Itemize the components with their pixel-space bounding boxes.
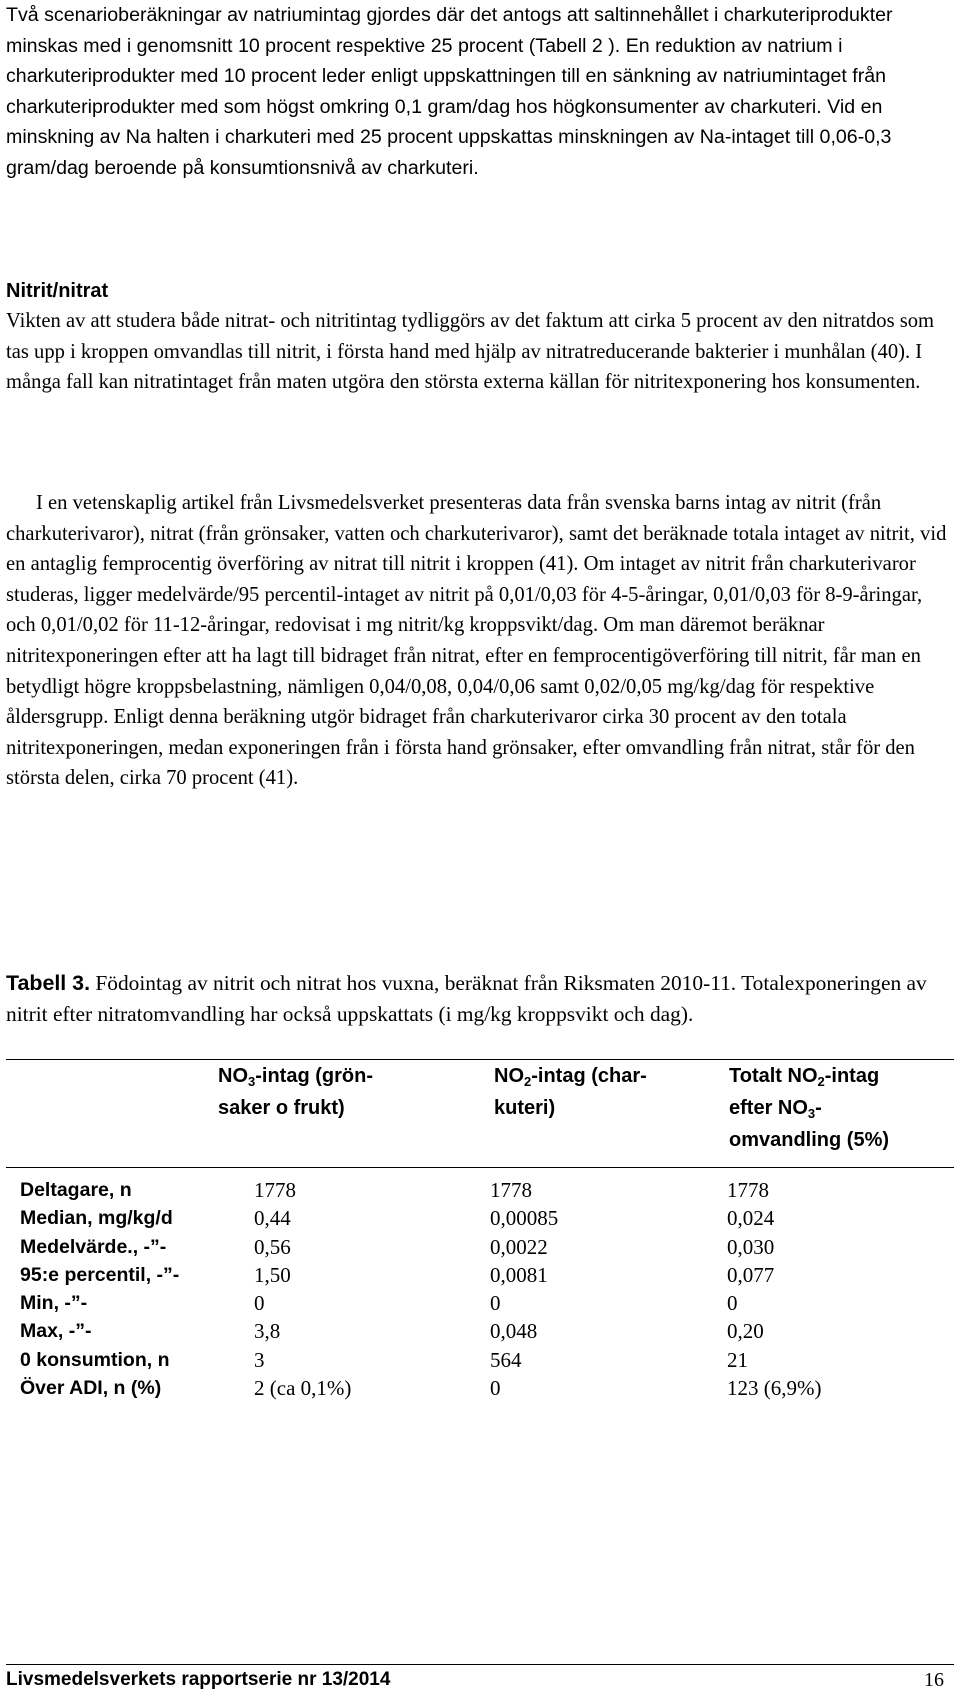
- table-row: [6, 1204, 954, 1232]
- cell-total: 0,20: [727, 1319, 764, 1344]
- table-body: [6, 1176, 954, 1402]
- row-label: Max, -”-: [20, 1320, 92, 1343]
- table-header-no3: $NO_3$-intag (grön- saker o frukt): [218, 1065, 373, 1119]
- cell-no2: 0,0022: [490, 1234, 548, 1259]
- cell-no2: 0,0081: [490, 1262, 548, 1287]
- table-header-no2: $NO_2$-intag (char- kuteri): [494, 1065, 647, 1119]
- cell-no2: 0,00085: [490, 1206, 559, 1231]
- row-label: Över ADI, n (%): [20, 1377, 162, 1400]
- cell-total: 0: [727, 1291, 738, 1316]
- table-row: [6, 1176, 954, 1204]
- paragraph-sodium-scenarios: [6, 0, 950, 184]
- table-row: [6, 1233, 954, 1261]
- cell-no3: 0,56: [254, 1234, 291, 1259]
- row-label: Deltagare, n: [20, 1179, 132, 1201]
- footer-rule: [6, 1664, 954, 1665]
- table-row: [6, 1289, 954, 1317]
- row-label: Medelvärde., -”-: [20, 1235, 167, 1258]
- cell-total: 0,030: [727, 1234, 775, 1259]
- table-caption: [6, 968, 950, 1030]
- table-caption-text: Födointag av nitrit och nitrat hos vuxna, beräknat från Riksmaten 2010-11. Totalexponeringen av nitrit efter nitratomvandling har också uppskattats (i mg/kg kroppsvikt och dag).: [6, 971, 927, 1026]
- page-number: 16: [924, 1669, 944, 1691]
- table-caption-label: Tabell 3.: [6, 971, 91, 995]
- paragraph-sodium-intro: Två scenarioberäkningar av natriumintag gjordes där det antogs att saltinnehållet i charkuteriprodukter minskas med i genomsnitt 10 procent respektive 25 procent (Tabell 2 ).: [6, 4, 893, 57]
- row-label: 0 konsumtion, n: [20, 1348, 170, 1371]
- table-row: [6, 1374, 954, 1402]
- cell-no3: 1,50: [254, 1262, 291, 1287]
- cell-no3: 1778: [254, 1178, 296, 1202]
- table-row: [6, 1317, 954, 1345]
- row-label: Min, -”-: [20, 1292, 88, 1315]
- table-row: [6, 1261, 954, 1289]
- cell-total: 123 (6,9%): [727, 1376, 822, 1401]
- table-row: [6, 1346, 954, 1374]
- table-header-total: Totalt $NO_2$-intag efter $NO_3-$ omvandling (5%): [729, 1065, 890, 1151]
- cell-no2: 0,048: [490, 1319, 538, 1344]
- row-label: 95:e percentil, -”-: [20, 1263, 180, 1286]
- cell-total: 0,077: [727, 1262, 775, 1287]
- cell-total: 1778: [727, 1178, 769, 1202]
- cell-no3: 0,44: [254, 1206, 291, 1231]
- section-heading-nitrit-nitrat: Nitrit/nitrat: [6, 280, 109, 302]
- paragraph-nitrate-importance: Vikten av att studera både nitrat- och nitritintag tydliggörs av det faktum att cirka 5 procent av den nitratdos som tas upp i kroppen omvandlas till nitrit, i första hand med hjälp av nitratreducerande bakterier i munhålan (40). I många fall kan nitratintaget från maten utgöra den största externa källan för nitritexponering hos konsumenten.: [6, 310, 935, 394]
- table-header-rule: [6, 1167, 954, 1168]
- cell-total: 21: [727, 1347, 748, 1372]
- cell-no2: 564: [490, 1347, 522, 1372]
- cell-no2: 0: [490, 1291, 501, 1316]
- cell-total: 0,024: [727, 1206, 775, 1231]
- paragraph-sodium-body: En reduktion av natrium i charkuteriprodukter med 10 procent leder enligt uppskattningen till en sänkning av natriumintaget från charkuteriprodukter med som högst omkring 0,1 gram/dag hos högkonsumenter av charkuteri. Vid en minskning av Na halten i charkuteri med 25 procent uppskattas minskningen av Na-intaget till 0,06-0,3 gram/dag beroende på konsumtionsnivå av charkuteri.: [6, 34, 892, 179]
- cell-no2: 0: [490, 1376, 501, 1401]
- paragraph-children-intake: I en vetenskaplig artikel från Livsmedelsverket presenteras data från svenska barns intag av nitrit (från charkuterivaror), nitrat (från grönsaker, vatten och charkuterivaror), samt det beräknade totala intaget av nitrit, vid en antaglig femprocentig överföring av nitrat till nitrit i kroppen (41). Om intaget av nitrit från charkuterivaror studeras, ligger medelvärde/95 percentil-intaget av nitrit på 0,01/0,03 för 4-5-åringar, 0,01/0,03 för 8-9-åringar, och 0,01/0,02 för 11-12-åringar, redovisat i mg nitrit/kg kroppsvikt/dag. Om man däremot beräknar nitritexponeringen efter att ha lagt till bidraget från nitrat, efter en femprocentigöverföring till nitrit, får man en betydligt högre kroppsbelastning, nämligen 0,04/0,08, 0,04/0,06 samt 0,02/0,05 mg/kg/dag för respektive åldersgrupp. Enligt denna beräkning utgör bidraget från charkuterivaror cirka 30 procent av den totala nitritexponeringen, medan exponeringen från i första hand grönsaker, efter omvandling från nitrat, står för den största delen, cirka 70 procent (41).: [6, 492, 947, 790]
- cell-no3: 2 (ca 0,1%): [254, 1376, 352, 1401]
- footer-series-title: Livsmedelsverkets rapportserie nr 13/2014: [6, 1669, 391, 1690]
- row-label: Median, mg/kg/d: [20, 1207, 173, 1230]
- cell-no3: 3: [254, 1347, 265, 1372]
- cell-no3: 0: [254, 1291, 265, 1316]
- cell-no2: 1778: [490, 1178, 532, 1202]
- cell-no3: 3,8: [254, 1319, 281, 1344]
